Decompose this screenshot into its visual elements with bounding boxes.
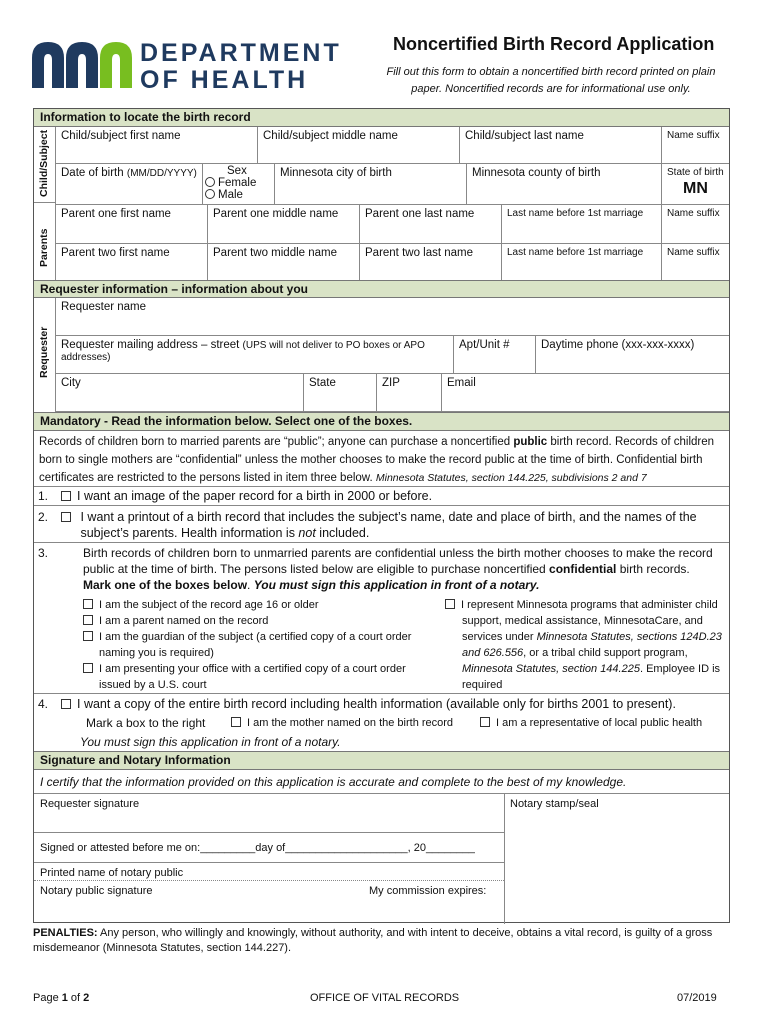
signed-attested-line[interactable]: Signed or attested before me on:_________day of____________________, 20________ bbox=[40, 842, 475, 854]
page-number: Page 1 of 2 bbox=[33, 992, 90, 1004]
item3-options-left bbox=[83, 597, 433, 693]
email-field[interactable]: Email bbox=[442, 374, 729, 412]
item4-public-health-option[interactable]: I am a representative of local public health bbox=[480, 715, 702, 731]
apt-unit-field[interactable]: Apt/Unit # bbox=[454, 336, 536, 374]
child-suffix-field[interactable]: Name suffix bbox=[662, 127, 729, 164]
application-form bbox=[33, 108, 730, 923]
org-line1: DEPARTMENT bbox=[140, 39, 342, 67]
parent2-before-marriage-field[interactable]: Last name before 1st marriage bbox=[502, 244, 662, 284]
parent1-first-field[interactable]: Parent one first name bbox=[56, 205, 208, 244]
parent2-middle-field[interactable]: Parent two middle name bbox=[208, 244, 360, 284]
state-of-birth-field: State of birth MN bbox=[662, 164, 729, 205]
side-label-requester: Requester bbox=[38, 326, 50, 378]
opt-mn-programs[interactable]: I represent Minnesota programs that administer child support, medical assistance, MinnesotaCare, and services under Minnesota Statutes, sections 124D.23 and 626.556, or a tribal child support program, Minnesota Statutes, section 144.225. Employee ID is required bbox=[445, 597, 738, 693]
org-line2: OF HEALTH bbox=[140, 66, 309, 94]
daytime-phone-field[interactable]: Daytime phone (xxx-xxx-xxxx) bbox=[536, 336, 729, 374]
requester-address-field[interactable]: Requester mailing address – street (UPS will not deliver to PO boxes or APO addresses) bbox=[56, 336, 454, 374]
certify-statement: I certify that the information provided on this application is accurate and complete to the best of my knowledge. bbox=[40, 775, 627, 789]
section1-sidebar bbox=[34, 127, 56, 284]
page-subtitle: Fill out this form to obtain a noncertified birth record printed on plain paper. Noncertified records are for informational use only. bbox=[386, 66, 716, 95]
parent1-last-field[interactable]: Parent one last name bbox=[360, 205, 502, 244]
parent2-suffix-field[interactable]: Name suffix bbox=[662, 244, 729, 284]
org-name bbox=[140, 40, 342, 94]
state-field[interactable]: State bbox=[304, 374, 377, 412]
item4-option[interactable]: I want a copy of the entire birth record including health information (available only for births 2001 to present). bbox=[61, 696, 676, 712]
printed-notary-name-field[interactable]: Printed name of notary public bbox=[40, 867, 184, 879]
section2-sidebar bbox=[34, 298, 56, 412]
opt-subject[interactable]: I am the subject of the record age 16 or older bbox=[83, 597, 433, 613]
notary-signature-field[interactable]: Notary public signature bbox=[40, 885, 153, 897]
requester-signature-field[interactable] bbox=[34, 796, 504, 832]
opt-parent[interactable]: I am a parent named on the record bbox=[83, 613, 433, 629]
child-first-name-field[interactable]: Child/subject first name bbox=[56, 127, 258, 164]
item2-option[interactable]: I want a printout of a birth record that includes the subject’s name, date and place of birth, and the names of the subject’s parents. Health information is not included. bbox=[61, 509, 721, 541]
child-last-name-field[interactable]: Child/subject last name bbox=[460, 127, 662, 164]
commission-expires-field[interactable]: My commission expires: bbox=[369, 885, 487, 897]
item4-notary-note: You must sign this application in front of a notary. bbox=[80, 735, 341, 749]
section3-heading: Mandatory - Read the information below. Select one of the boxes. bbox=[34, 412, 729, 431]
sex-label: Sex bbox=[227, 165, 247, 177]
parent1-before-marriage-field[interactable]: Last name before 1st marriage bbox=[502, 205, 662, 244]
item3-number: 3. bbox=[38, 546, 49, 560]
parent2-last-field[interactable]: Parent two last name bbox=[360, 244, 502, 284]
dob-field[interactable]: Date of birth (MM/DD/YYYY) bbox=[56, 164, 203, 205]
sex-male-option[interactable]: Male bbox=[205, 189, 272, 201]
zip-field[interactable]: ZIP bbox=[377, 374, 442, 412]
side-label-parents: Parents bbox=[38, 228, 50, 267]
opt-guardian[interactable]: I am the guardian of the subject (a certified copy of a court order naming you is required) bbox=[83, 629, 433, 661]
sex-female-option[interactable]: Female bbox=[205, 177, 272, 189]
section2-heading: Requester information – information about you bbox=[34, 280, 729, 298]
form-date: 07/2019 bbox=[677, 992, 717, 1004]
item4-mother-option[interactable]: I am the mother named on the birth record bbox=[231, 715, 453, 731]
state-value: MN bbox=[683, 180, 708, 197]
penalties-notice: PENALTIES: Any person, who willingly and knowingly, without authority, and with intent to deceive, obtains a vital record, is guilty of a gross misdemeanor (Minnesota Statutes, section 144.227). bbox=[33, 927, 713, 954]
section4-heading: Signature and Notary Information bbox=[34, 751, 729, 770]
office-name: OFFICE OF VITAL RECORDS bbox=[310, 992, 460, 1004]
notary-seal-label: Notary stamp/seal bbox=[510, 798, 599, 810]
item4-mark-label: Mark a box to the right bbox=[86, 716, 206, 730]
item1-option[interactable]: I want an image of the paper record for a birth in 2000 or before. bbox=[61, 488, 432, 504]
item3-text: Birth records of children born to unmarried parents are confidential unless the birth mother chooses to make the record public at the time of birth. The persons listed below are eligible to purchase noncertified confidential birth records. Mark one of the boxes below. You must sign this application in front of a notary. bbox=[83, 546, 713, 592]
requester-signature-label: Requester signature bbox=[40, 798, 140, 810]
parent1-suffix-field[interactable]: Name suffix bbox=[662, 205, 729, 244]
notary-seal-area[interactable] bbox=[505, 809, 729, 922]
side-label-child: Child/Subject bbox=[38, 129, 50, 197]
item2-number: 2. bbox=[38, 510, 49, 524]
item1-number: 1. bbox=[38, 489, 49, 503]
child-middle-name-field[interactable]: Child/subject middle name bbox=[258, 127, 460, 164]
opt-court-order[interactable]: I am presenting your office with a certified copy of a court order issued by a U.S. court bbox=[83, 661, 433, 693]
sex-field bbox=[203, 164, 275, 205]
item4-number: 4. bbox=[38, 697, 49, 711]
city-field[interactable]: City bbox=[56, 374, 304, 412]
parent2-first-field[interactable]: Parent two first name bbox=[56, 244, 208, 284]
city-of-birth-field[interactable]: Minnesota city of birth bbox=[275, 164, 467, 205]
page-title: Noncertified Birth Record Application bbox=[393, 34, 715, 54]
mn-logo bbox=[30, 38, 136, 90]
requester-name-field[interactable]: Requester name bbox=[56, 298, 729, 336]
section1-heading: Information to locate the birth record bbox=[34, 109, 729, 127]
county-of-birth-field[interactable]: Minnesota county of birth bbox=[467, 164, 662, 205]
parent1-middle-field[interactable]: Parent one middle name bbox=[208, 205, 360, 244]
mandatory-intro: Records of children born to married parents are “public”; anyone can purchase a noncertified public birth record. Records of children born to single mothers are “confidential” unless the mother chooses to make the record public at the time of birth. Confidential birth certificates are restricted to the persons listed in item three below. Minnesota Statutes, section 144.225, subdivisions 2 and 7 bbox=[39, 436, 715, 484]
